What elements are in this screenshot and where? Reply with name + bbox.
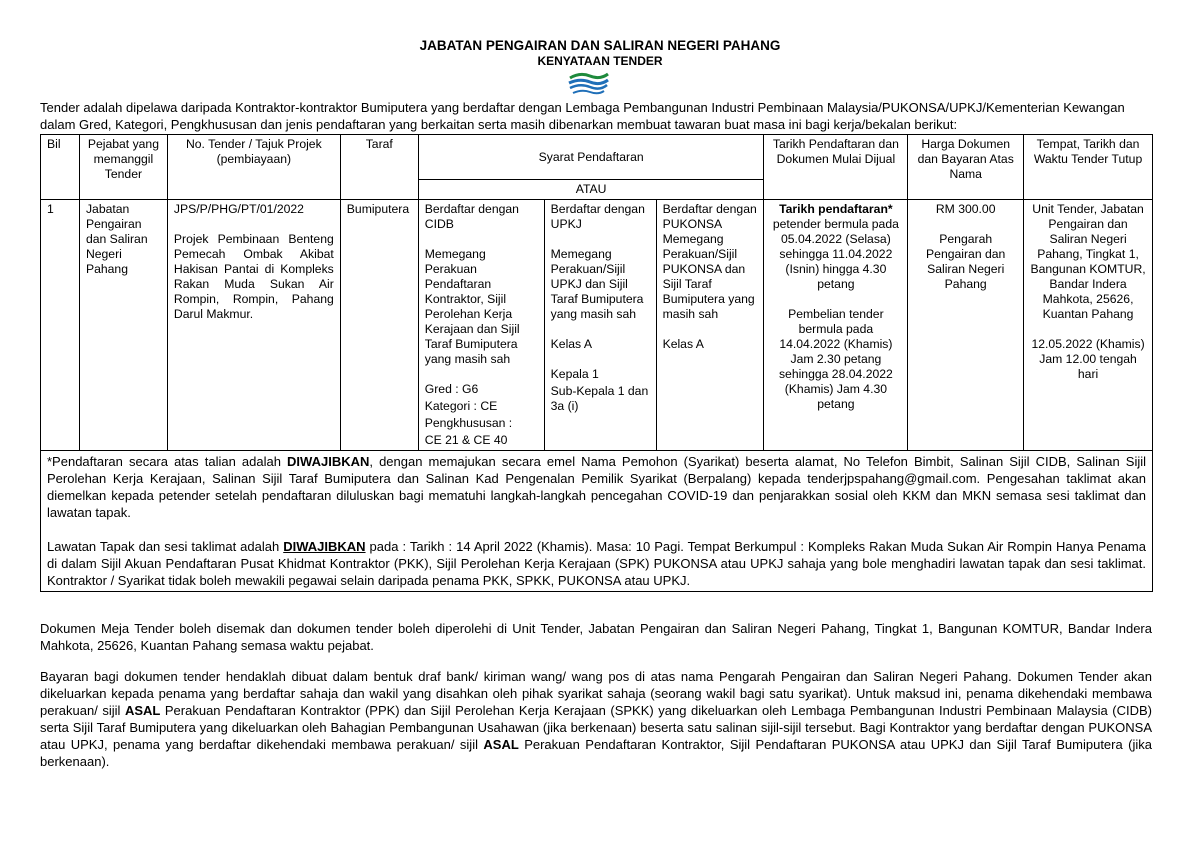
tender-number: JPS/P/PHG/PT/01/2022 <box>173 202 304 216</box>
pukonsa-title: Berdaftar dengan PUKONSA <box>662 202 757 231</box>
cidb-pengkhususan-label: Pengkhususan : <box>424 416 513 430</box>
tender-table <box>40 134 1153 592</box>
registration-note <box>41 451 1153 592</box>
note-p1-rest: , dengan memajukan secara emel Nama Pemohon (Syarikat) beserta alamat, No Telefon Bimbit, Salinan Sijil CIDB, Salinan Sijil Perolehan Kerja Kerajaan, Salinan Sijil Taraf Bumiputera dan Salinan Kad Pengenalan Pemilik Syarikat (Berpalang) kepada tenderjpspahang@gmail.com. Pengesahan taklimat akan diemelkan kepada petender setelah pendaftaran diluluskan bagi mematuhi langkah-langkah pencegahan COVID-19 dan penjarakkan sosial oleh KKM dan MKN semasa sesi taklimat dan lawatan tapak. <box>47 454 1146 520</box>
note-p1-emphasis: DIWAJIBKAN <box>287 454 370 469</box>
cell-cidb <box>418 200 544 451</box>
cidb-body: Memegang Perakuan Pendaftaran Kontraktor, Sijil Perolehan Kerja Kerajaan dan Sijil Taraf Bumiputera yang masih sah <box>424 247 520 366</box>
asal-emphasis-1: ASAL <box>124 703 161 718</box>
cell-pukonsa <box>656 200 764 451</box>
header-syarat: Syarat Pendaftaran <box>418 135 764 180</box>
payment-paragraph <box>40 668 1152 770</box>
cell-pejabat: Jabatan Pengairan dan Saliran Negeri Pahang <box>79 200 167 451</box>
payment-text-a: Bayaran bagi dokumen tender hendaklah dibuat dalam bentuk draf bank/ kiriman wang/ wang pos di atas nama Pengarah Pengairan dan Saliran Negeri Pahang. Dokumen Tender akan dikeluarkan kepada penama yang berdaftar sahaja dan wakil yang disahkan oleh pihak syarikat sahaja (seorang wakil bagi satu syarikat). Untuk maksud ini, penama dikehendaki membawa perakuan/ sijil <box>40 669 1152 718</box>
header-taraf: Taraf <box>340 135 418 200</box>
payment-text-c: Perakuan Pendaftaran Kontraktor, Sijil Pendaftaran PUKONSA atau UPKJ dan Sijil Taraf Bumiputera (jika berkenaan). <box>40 737 1152 769</box>
header-tempat: Tempat, Tarikh dan Waktu Tender Tutup <box>1024 135 1153 200</box>
department-title: JABATAN PENGAIRAN DAN SALIRAN NEGERI PAHANG <box>419 38 781 53</box>
document-inspection-paragraph: Dokumen Meja Tender boleh disemak dan dokumen tender boleh diperolehi di Unit Tender, Jabatan Pengairan dan Saliran Negeri Pahang, Tingkat 1, Bangunan KOMTUR, Bandar Indera Mahkota, 25626, Kuantan Pahang semasa waktu pejabat. <box>40 621 1152 653</box>
closing-datetime: 12.05.2022 (Khamis) Jam 12.00 tengah hari <box>1031 337 1145 381</box>
closing-place: Unit Tender, Jabatan Pengairan dan Saliran Negeri Pahang, Tingkat 1, Bangunan KOMTUR, Bandar Indera Mahkota, 25626, Kuantan Pahang <box>1030 202 1146 321</box>
registration-date-heading: Tarikh pendaftaran* <box>779 202 893 216</box>
cidb-pengkhususan: CE 21 & CE 40 <box>424 433 508 447</box>
payment-text-b: Perakuan Pendaftaran Kontraktor (PPK) dan Sijil Perolehan Kerja Kerajaan (SPKK) yang dikeluarkan oleh Lembaga Pembangunan Industri Pembinaan Malaysia (CIDB) serta Sijil Taraf Bumiputera yang dikeluarkan oleh Bahagian Pembangunan Usahawan (jika berkenaan) beserta satu salinan sijil-sijil tersebut. Bagi Kontraktor yang berdaftar dengan PUKONSA atau UPKJ, penama yang berdaftar dikehendaki membawa perakuan/ sijil <box>40 703 1152 752</box>
upkj-kepala: Kepala 1 <box>550 367 599 381</box>
upkj-kelas: Kelas A <box>550 337 592 351</box>
cell-taraf: Bumiputera <box>340 200 418 451</box>
asal-emphasis-2: ASAL <box>483 737 519 752</box>
upkj-subkepala: Sub-Kepala 1 dan 3a (i) <box>550 384 649 413</box>
registration-period: petender bermula pada 05.04.2022 (Selasa) sehingga 11.04.2022 (Isnin) hingga 4.30 petang <box>772 217 899 291</box>
cidb-title: Berdaftar dengan CIDB <box>424 202 519 231</box>
header-no-tender: No. Tender / Tajuk Projek (pembiayaan) <box>167 135 340 200</box>
note-p1-text: *Pendaftaran secara atas talian adalah <box>47 454 288 469</box>
payee-name: Pengarah Pengairan dan Saliran Negeri Pahang <box>926 232 1006 291</box>
header-pejabat: Pejabat yang memanggil Tender <box>79 135 167 200</box>
intro-text: Tender adalah dipelawa daripada Kontraktor-kontraktor Bumiputera yang berdaftar dengan Lembaga Pembangunan Industri Pembinaan Malaysia/PUKONSA/UPKJ/Kementerian Kewangan dalam Gred, Kategori, Pengkhususan dan jenis pendaftaran yang berkaitan serta masih dibenarkan membuat tawaran buat masa ini bagi kerja/bekalan berikut: <box>40 100 1125 132</box>
cell-upkj <box>544 200 656 451</box>
table-note-row <box>41 451 1153 592</box>
cidb-gred: Gred : G6 <box>424 382 479 396</box>
cell-tarikh <box>764 200 908 451</box>
cell-no-tender <box>167 200 340 451</box>
notice-subtitle: KENYATAAN TENDER <box>537 54 663 68</box>
pukonsa-kelas: Kelas A <box>662 337 704 351</box>
upkj-title: Berdaftar dengan UPKJ <box>550 202 645 231</box>
note-p2-text: Lawatan Tapak dan sesi taklimat adalah <box>47 539 284 554</box>
cell-bil: 1 <box>41 200 80 451</box>
table-row <box>41 200 1153 451</box>
table-header-row <box>41 135 1153 180</box>
document-price: RM 300.00 <box>935 202 996 216</box>
header-atau: ATAU <box>418 180 764 200</box>
cell-tempat <box>1024 200 1153 451</box>
project-title: Projek Pembinaan Benteng Pemecah Ombak Akibat Hakisan Pantai di Kompleks Rakan Muda Sukan Air Rompin, Rompin, Pahang Darul Makmur. <box>173 232 334 321</box>
upkj-body: Memegang Perakuan/Sijil UPKJ dan Sijil Taraf Bumiputera yang masih sah <box>550 247 644 321</box>
pukonsa-body: Memegang Perakuan/Sijil PUKONSA dan Sijil Taraf Bumiputera yang masih sah <box>662 232 755 321</box>
purchase-period: Pembelian tender bermula pada 14.04.2022 (Khamis) Jam 2.30 petang sehingga 28.04.2022 (Khamis) Jam 4.30 petang <box>778 307 893 411</box>
cell-harga <box>908 200 1024 451</box>
jps-wave-logo-icon <box>566 70 610 98</box>
note-p2-emphasis: DIWAJIBKAN <box>283 539 366 554</box>
note-p2-rest: pada : Tarikh : 14 April 2022 (Khamis). Masa: 10 Pagi. Tempat Berkumpul : Kompleks Rakan Muda Sukan Air Rompin Hanya Penama di dalam Sijil Akuan Pendaftaran Pusat Khidmat Kontraktor (PKK), Sijil Perolehan Kerja Kerajaan (SPK) PUKONSA atau UPKJ sahaja yang bole menghadiri lawatan tapak dan sesi taklimat. Kontraktor / Syarikat tidak boleh mewakili pegawai selain daripada penama PKK, SPKK, PUKONSA atau UPKJ. <box>47 539 1146 588</box>
cidb-kategori: Kategori : CE <box>424 399 498 413</box>
header-harga: Harga Dokumen dan Bayaran Atas Nama <box>908 135 1024 200</box>
header-bil: Bil <box>41 135 80 200</box>
header-tarikh: Tarikh Pendaftaran dan Dokumen Mulai Dijual <box>764 135 908 200</box>
